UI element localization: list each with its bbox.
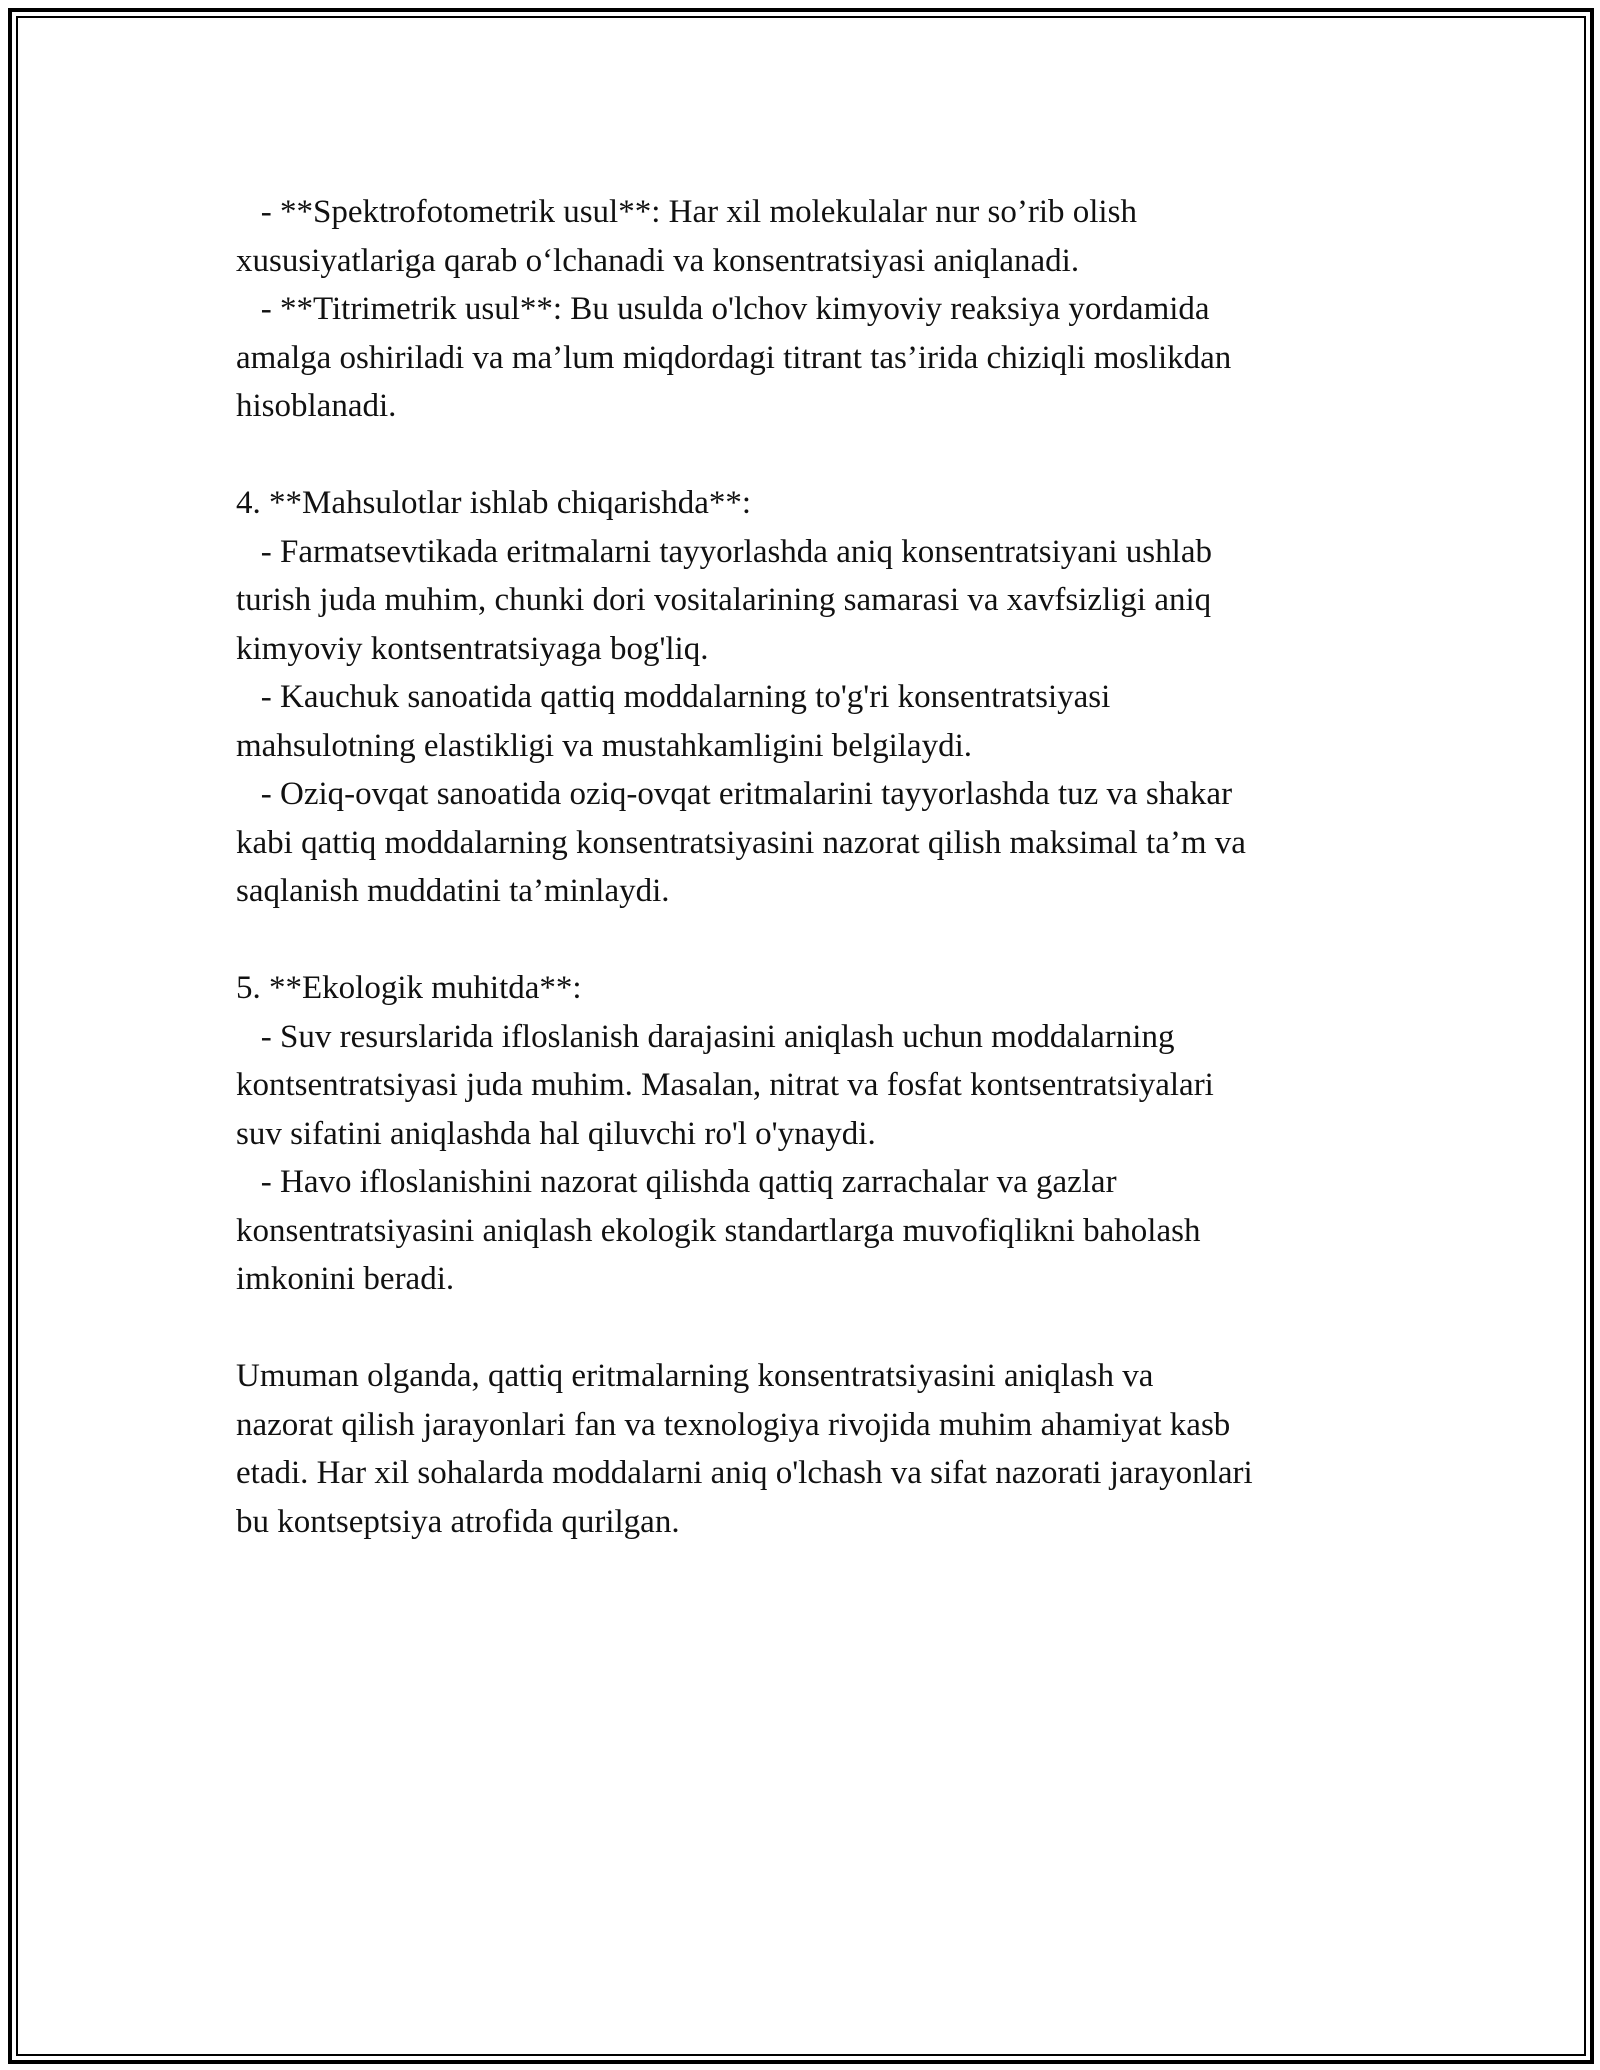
text-line: amalga oshiriladi va ma’lum miqdordagi titrant tas’irida chiziqli moslikdan bbox=[236, 339, 1232, 376]
text-line: kabi qattiq moddalarning konsentratsiyasini nazorat qilish maksimal ta’m va bbox=[236, 824, 1246, 861]
paragraph-gap bbox=[236, 916, 1436, 965]
text-line: Umuman olganda, qattiq eritmalarning konsentratsiyasini aniqlash va bbox=[236, 1358, 1154, 1394]
text-line: - **Titrimetrik usul**: Bu usulda o'lchov kimyoviy reaksiya yordamida bbox=[236, 291, 1210, 327]
text-line: - Oziq-ovqat sanoatida oziq-ovqat eritmalarini tayyorlashda tuz va shakar bbox=[236, 776, 1233, 812]
text-line: - Kauchuk sanoatida qattiq moddalarning to'g'ri konsentratsiyasi bbox=[236, 679, 1111, 715]
text-line: konsentratsiyasini aniqlash ekologik standartlarga muvofiqlikni baholash bbox=[236, 1212, 1201, 1249]
text-line: etadi. Har xil sohalarda moddalarni aniq o'lchash va sifat nazorati jarayonlari bbox=[236, 1455, 1253, 1491]
text-line: saqlanish muddatini ta’minlaydi. bbox=[236, 873, 670, 909]
document-body bbox=[236, 188, 1436, 1546]
section-5 bbox=[236, 964, 1436, 1304]
text-line: kimyoviy kontsentratsiyaga bog'liq. bbox=[236, 630, 709, 667]
text-line: xususiyatlariga qarab o‘lchanadi va konsentratsiyasi aniqlanadi. bbox=[236, 242, 1080, 279]
text-line: - **Spektrofotometrik usul**: Har xil molekulalar nur so’rib olish bbox=[236, 194, 1137, 230]
text-line: - Farmatsevtikada eritmalarni tayyorlashda aniq konsentratsiyani ushlab bbox=[236, 533, 1212, 570]
text-line: hisoblanadi. bbox=[236, 388, 397, 424]
text-line: suv sifatini aniqlashda hal qiluvchi ro'l o'ynaydi. bbox=[236, 1115, 876, 1152]
section-heading: 5. **Ekologik muhitda**: bbox=[236, 970, 582, 1006]
text-line: mahsulotning elastikligi va mustahkamligini belgilaydi. bbox=[236, 727, 972, 764]
paragraph-gap bbox=[236, 431, 1436, 480]
section-heading: 4. **Mahsulotlar ishlab chiqarishda**: bbox=[236, 485, 752, 521]
text-line: - Suv resurslarida ifloslanish darajasini aniqlash uchun moddalarning bbox=[236, 1018, 1175, 1055]
text-line: - Havo ifloslanishini nazorat qilishda qattiq zarrachalar va gazlar bbox=[236, 1164, 1117, 1200]
text-line: kontsentratsiyasi juda muhim. Masalan, nitrat va fosfat kontsentratsiyalari bbox=[236, 1067, 1214, 1103]
methods-section bbox=[236, 188, 1436, 431]
text-line: imkonini beradi. bbox=[236, 1261, 455, 1297]
section-4 bbox=[236, 479, 1436, 916]
paragraph-gap bbox=[236, 1304, 1436, 1353]
text-line: bu kontseptsiya atrofida qurilgan. bbox=[236, 1503, 680, 1540]
text-line: turish juda muhim, chunki dori vositalarining samarasi va xavfsizligi aniq bbox=[236, 582, 1212, 618]
text-line: nazorat qilish jarayonlari fan va texnologiya rivojida muhim ahamiyat kasb bbox=[236, 1406, 1231, 1443]
conclusion-paragraph bbox=[236, 1352, 1436, 1546]
